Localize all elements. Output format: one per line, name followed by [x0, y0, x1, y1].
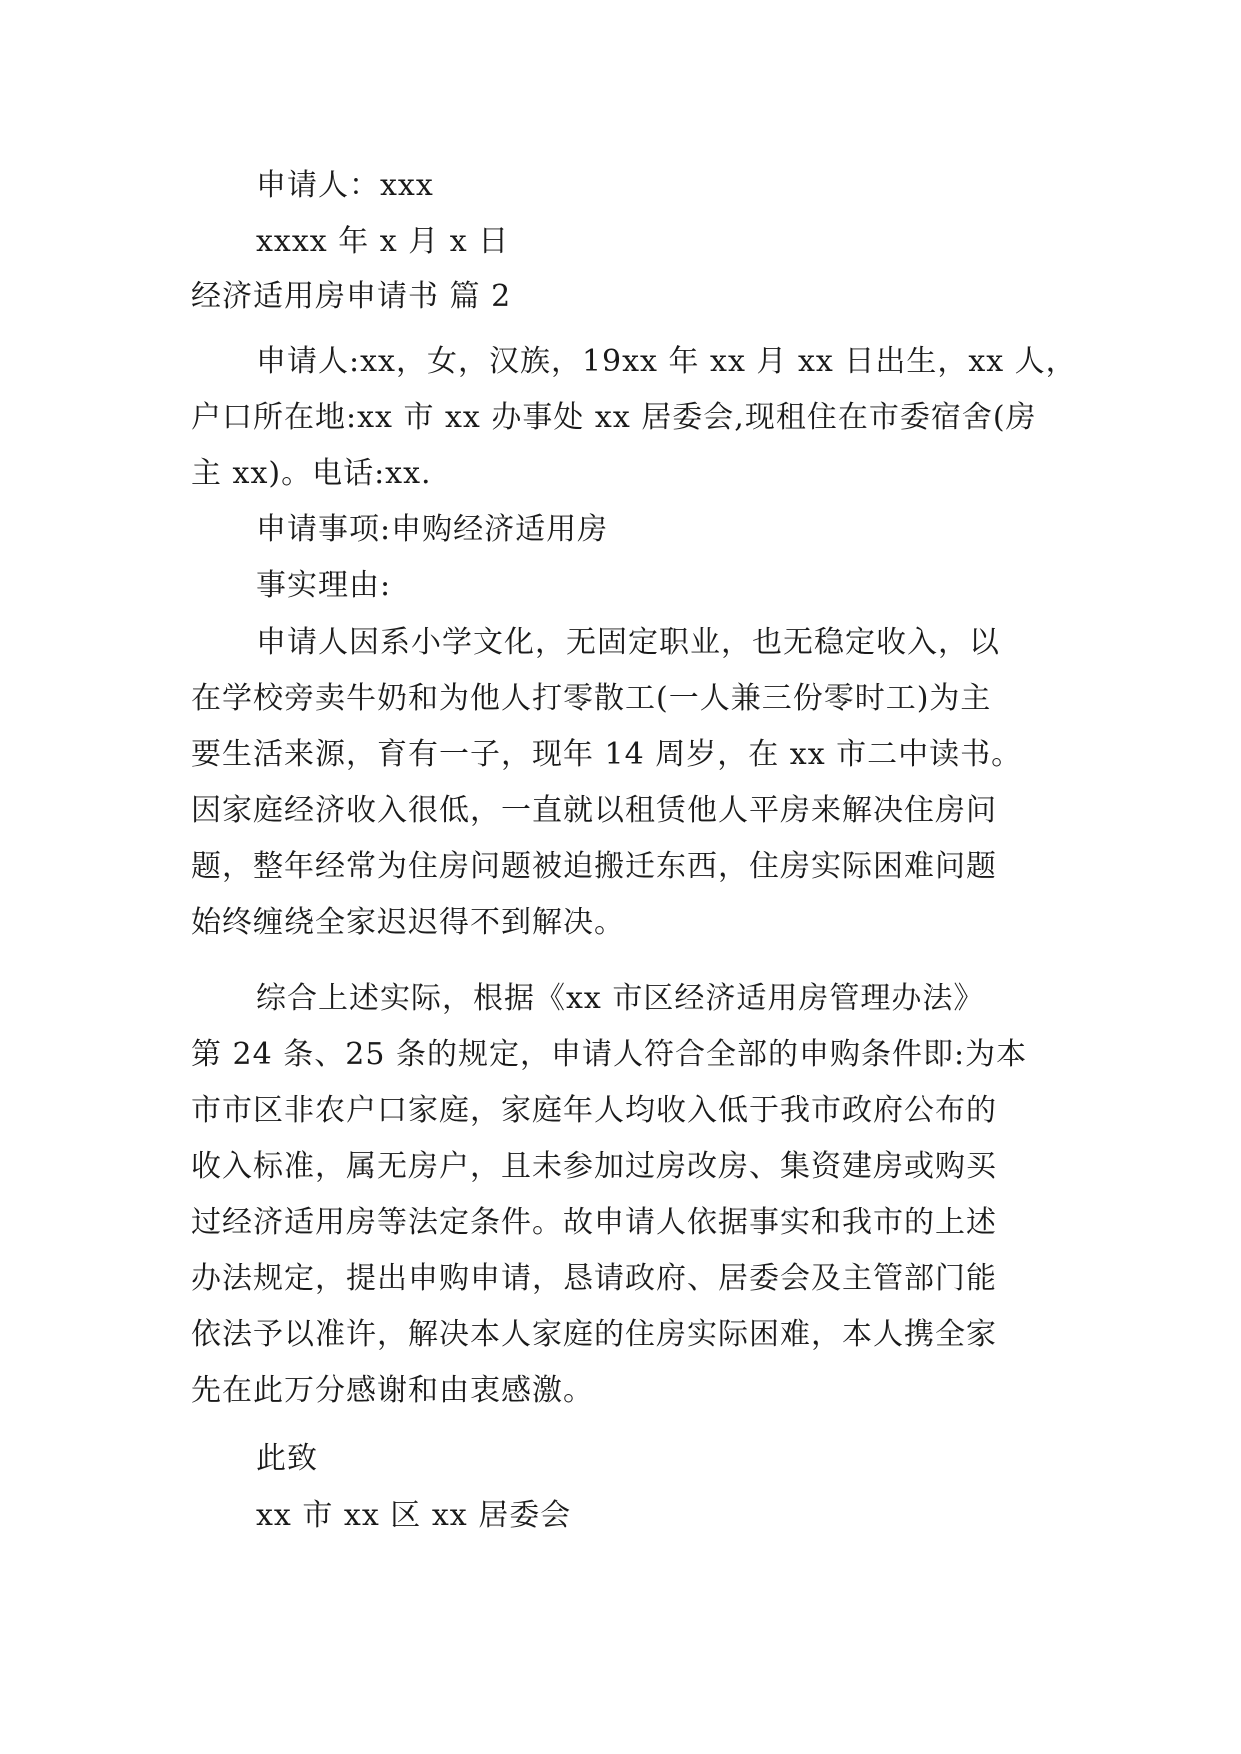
applicant-info-line: 主 xx)。电话:xx.: [191, 456, 432, 491]
facts-paragraph-line: 始终缠绕全家迟迟得不到解决。: [191, 905, 625, 940]
basis-paragraph-line: 办法规定，提出申购申请，恳请政府、居委会及主管部门能: [191, 1261, 997, 1296]
facts-paragraph-line: 申请人因系小学文化，无固定职业，也无稳定收入，以: [256, 625, 1000, 660]
applicant-info-line: 申请人:xx，女，汉族，19xx 年 xx 月 xx 日出生，xx 人，: [256, 344, 1077, 379]
applicant-info-line: 户口所在地:xx 市 xx 办事处 xx 居委会,现租住在市委宿舍(房: [191, 400, 1037, 435]
facts-paragraph-line: 因家庭经济收入很低，一直就以租赁他人平房来解决住房问: [191, 793, 997, 828]
signoff-applicant: 申请人：xxx: [256, 168, 434, 203]
basis-paragraph-line: 市市区非农户口家庭，家庭年人均收入低于我市政府公布的: [191, 1093, 997, 1128]
signoff-date: xxxx 年 x 月 x 日: [256, 224, 510, 259]
basis-paragraph-line: 先在此万分感谢和由衷感激。: [191, 1373, 594, 1408]
application-matter: 申请事项:申购经济适用房: [256, 512, 609, 547]
basis-paragraph-line: 过经济适用房等法定条件。故申请人依据事实和我市的上述: [191, 1205, 997, 1240]
facts-paragraph-line: 题，整年经常为住房问题被迫搬迁东西，住房实际困难问题: [191, 849, 997, 884]
facts-paragraph-line: 在学校旁卖牛奶和为他人打零散工(一人兼三份零时工)为主: [191, 681, 992, 716]
facts-heading: 事实理由:: [256, 568, 392, 603]
closing-salutation: 此致: [256, 1441, 318, 1476]
basis-paragraph-line: 第 24 条、25 条的规定，申请人符合全部的申购条件即:为本: [191, 1037, 1028, 1072]
section-title: 经济适用房申请书 篇 2: [191, 279, 512, 314]
basis-paragraph-line: 依法予以准许，解决本人家庭的住房实际困难，本人携全家: [191, 1317, 997, 1352]
basis-paragraph-line: 收入标准，属无房户，且未参加过房改房、集资建房或购买: [191, 1149, 997, 1184]
recipient: xx 市 xx 区 xx 居委会: [256, 1498, 572, 1533]
basis-paragraph-line: 综合上述实际，根据《xx 市区经济适用房管理办法》: [256, 981, 985, 1016]
facts-paragraph-line: 要生活来源，育有一子，现年 14 周岁，在 xx 市二中读书。: [191, 737, 1023, 772]
